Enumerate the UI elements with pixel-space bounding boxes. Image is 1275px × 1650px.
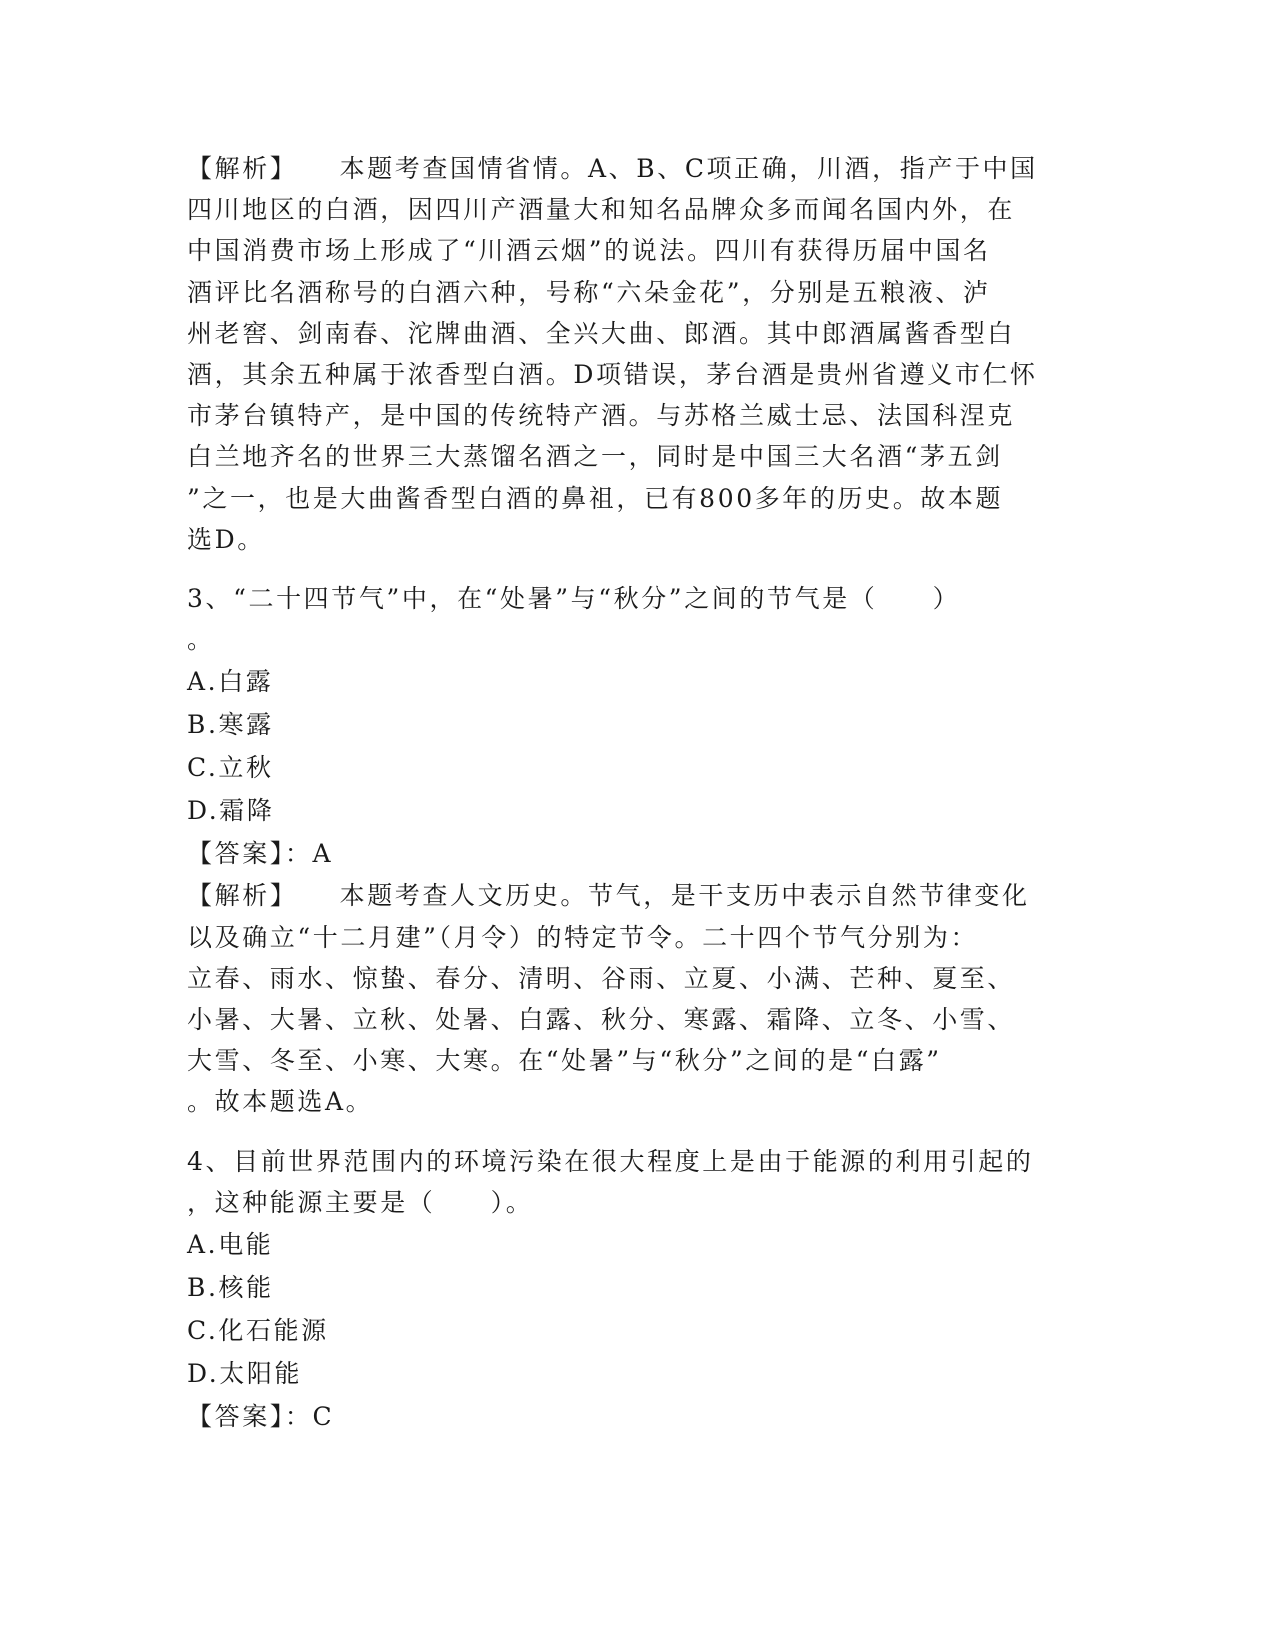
q2-analysis-label: 【解析】 <box>187 154 298 183</box>
q4-option-d: D.太阳能 <box>187 1359 303 1389</box>
q2-analysis-text: 本题考查国情省情。A、B、C项正确，川酒，指产于中国 <box>339 154 1038 183</box>
q4-stem-line: ，这种能源主要是（ ）。 <box>187 1187 534 1217</box>
q4-option-a: A.电能 <box>187 1230 274 1260</box>
q2-analysis-line: 市茅台镇特产，是中国的传统特产酒。与苏格兰威士忌、法国科涅克 <box>187 401 1016 431</box>
page-content <box>187 148 1077 1438</box>
q4-option-b: B.核能 <box>187 1273 274 1303</box>
q2-analysis-line: 中国消费市场上形成了“川酒云烟”的说法。四川有获得历届中国名 <box>187 236 991 266</box>
q3-analysis-label: 【解析】 <box>187 881 298 911</box>
q3-option-c: C.立秋 <box>187 753 274 783</box>
q3-option-a: A.白露 <box>187 667 274 697</box>
q3-analysis-text: 本题考查人文历史。节气，是干支历中表示自然节律变化 <box>339 881 1030 911</box>
q2-analysis-line: 四川地区的白酒，因四川产酒量大和知名品牌众多而闻名国内外，在 <box>187 195 1016 225</box>
q4-stem <box>187 1141 1077 1223</box>
q2-analysis-line: ”之一，也是大曲酱香型白酒的鼻祖，已有800多年的历史。故本题 <box>187 483 1004 513</box>
spacer <box>187 1123 1077 1141</box>
q3-analysis-line: 大雪、冬至、小寒、大寒。在“处暑”与“秋分”之间的是“白露” <box>187 1046 942 1076</box>
q4-stem-line: 4、目前世界范围内的环境污染在很大程度上是由于能源的利用引起的 <box>187 1146 1034 1176</box>
q2-analysis-line: 选D。 <box>187 524 265 554</box>
q2-analysis-line: 白兰地齐名的世界三大蒸馏名酒之一，同时是中国三大名酒“茅五剑 <box>187 442 1003 472</box>
q2-analysis-line: 酒评比名酒称号的白酒六种，号称“六朵金花”，分别是五粮液、泸 <box>187 277 991 307</box>
q2-analysis-line <box>187 148 1077 189</box>
q2-analysis-line: 酒，其余五种属于浓香型白酒。D项错误，茅台酒是贵州省遵义市仁怀 <box>187 360 1038 390</box>
spacer <box>187 560 1077 578</box>
q3-analysis-line: 以及确立“十二月建”（月令）的特定节令。二十四个节气分别为： <box>187 922 979 952</box>
q4-answer: 【答案】：C <box>187 1402 335 1432</box>
q3-option-d: D.霜降 <box>187 796 275 826</box>
q3-analysis-line: 立春、雨水、惊蛰、春分、清明、谷雨、立夏、小满、芒种、夏至、 <box>187 963 1016 993</box>
q3-analysis <box>187 875 1077 1122</box>
q4-option-c: C.化石能源 <box>187 1316 329 1346</box>
q2-analysis-line: 州老窖、剑南春、沱牌曲酒、全兴大曲、郎酒。其中郎酒属酱香型白 <box>187 318 1016 348</box>
q3-option-b: B.寒露 <box>187 710 274 740</box>
q3-stem-line: 。 <box>187 625 215 655</box>
q3-stem-line: 3、“二十四节气”中，在“处暑”与“秋分”之间的节气是（ ） <box>187 584 961 614</box>
q2-analysis <box>187 148 1077 560</box>
q3-analysis-line: 小暑、大暑、立秋、处暑、白露、秋分、寒露、霜降、立冬、小雪、 <box>187 1005 1016 1035</box>
q3-analysis-line: 。故本题选A。 <box>187 1087 374 1117</box>
q3-analysis-line <box>187 875 1077 916</box>
q3-stem <box>187 578 1077 660</box>
q3-answer: 【答案】：A <box>187 839 334 869</box>
